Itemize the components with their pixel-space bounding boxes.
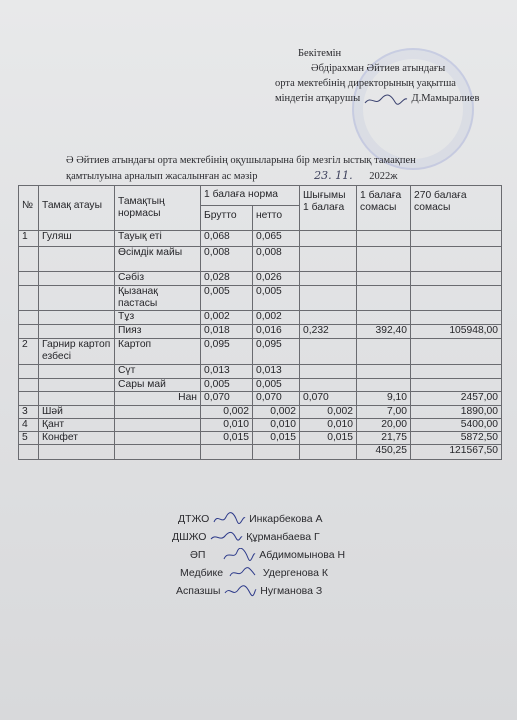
cell-dish: Гарнир картоп езбесі — [39, 339, 115, 365]
cell-gross — [201, 445, 253, 460]
cell-cost-270 — [411, 286, 502, 311]
signature-line — [176, 584, 322, 598]
header-norm-group: 1 балаға норма — [201, 186, 300, 206]
cell-spend — [300, 445, 357, 460]
cell-dish — [39, 311, 115, 325]
cell-spend — [300, 311, 357, 325]
cell-net: 0,026 — [253, 272, 300, 286]
signature-line — [180, 566, 328, 580]
cell-cost-one — [357, 231, 411, 247]
cell-dish — [39, 272, 115, 286]
signature-line — [178, 512, 322, 526]
menu-title-line1: Ә Әйтиев атындағы орта мектебінің оқушыларына бір мезгіл ыстық тамақпен — [66, 155, 416, 166]
cell-no: 3 — [19, 406, 39, 419]
cell-net: 0,095 — [253, 339, 300, 365]
approval-director-line: орта мектебінің директорының уақытша — [275, 78, 456, 89]
cell-gross: 0,005 — [201, 286, 253, 311]
cell-no — [19, 392, 39, 406]
cell-cost-one: 392,40 — [357, 325, 411, 339]
cell-net: 0,013 — [253, 365, 300, 379]
approval-heading: Бекітемін — [298, 48, 342, 59]
cell-gross: 0,008 — [201, 247, 253, 272]
cell-cost-one — [357, 365, 411, 379]
cell-dish: Гуляш — [39, 231, 115, 247]
cell-gross: 0,013 — [201, 365, 253, 379]
cell-dish — [39, 286, 115, 311]
handwritten-signature — [222, 548, 256, 562]
cell-spend — [300, 365, 357, 379]
cell-spend — [300, 247, 357, 272]
signature-name: Нугманова З — [260, 584, 323, 597]
cell-no — [19, 272, 39, 286]
cell-cost-270 — [411, 311, 502, 325]
cell-cost-one — [357, 379, 411, 392]
cell-spend: 0,015 — [300, 432, 357, 445]
cell-cost-270 — [411, 272, 502, 286]
cell-product: Өсімдік майы — [115, 247, 201, 272]
handwritten-signature — [212, 512, 246, 526]
cell-gross: 0,005 — [201, 379, 253, 392]
cell-spend — [300, 286, 357, 311]
header-cost-one: 1 балаға сомасы — [357, 186, 411, 231]
menu-title-line2 — [66, 168, 397, 184]
cell-dish — [39, 379, 115, 392]
cell-gross: 0,002 — [201, 311, 253, 325]
cell-product: Нан — [115, 392, 201, 406]
menu-table — [18, 185, 502, 460]
cell-dish — [39, 325, 115, 339]
cell-cost-270 — [411, 339, 502, 365]
signature-role: Аспазшы — [176, 584, 221, 597]
cell-product: Сүт — [115, 365, 201, 379]
table-row — [19, 379, 502, 392]
signature-role: ӘП — [190, 548, 206, 561]
cell-no: 5 — [19, 432, 39, 445]
table-row — [19, 392, 502, 406]
handwritten-date: 23. 11. — [314, 169, 353, 182]
total-cost-270: 121567,50 — [411, 445, 502, 460]
cell-cost-one: 9,10 — [357, 392, 411, 406]
cell-spend — [300, 339, 357, 365]
cell-cost-270: 5872,50 — [411, 432, 502, 445]
cell-dish — [39, 445, 115, 460]
cell-cost-270 — [411, 379, 502, 392]
cell-product: Тұз — [115, 311, 201, 325]
cell-net: 0,010 — [253, 419, 300, 432]
handwritten-signature — [223, 584, 257, 598]
cell-net: 0,002 — [253, 406, 300, 419]
cell-cost-one — [357, 247, 411, 272]
cell-dish — [39, 247, 115, 272]
cell-no — [19, 365, 39, 379]
cell-net: 0,015 — [253, 432, 300, 445]
header-norm-name: Тамақтың нормасы — [115, 186, 201, 231]
cell-gross: 0,010 — [201, 419, 253, 432]
table-row — [19, 419, 502, 432]
cell-dish: Шәй — [39, 406, 115, 419]
approval-acting-line — [275, 91, 479, 106]
signature-name: Құрманбаева Г — [246, 530, 320, 543]
cell-dish — [39, 365, 115, 379]
cell-no — [19, 247, 39, 272]
cell-no: 4 — [19, 419, 39, 432]
header-net: нетто — [253, 206, 300, 231]
table-row-total — [19, 445, 502, 460]
header-cost-270: 270 балаға сомасы — [411, 186, 502, 231]
director-signature — [363, 93, 409, 105]
total-cost-one: 450,25 — [357, 445, 411, 460]
table-row — [19, 247, 502, 272]
signature-name: Абдимомынова Н — [259, 548, 346, 561]
cell-cost-one — [357, 311, 411, 325]
cell-dish: Конфет — [39, 432, 115, 445]
cell-spend — [300, 231, 357, 247]
cell-spend — [300, 379, 357, 392]
cell-no — [19, 445, 39, 460]
approval-acting-label: міндетін атқарушы — [275, 93, 361, 104]
table-row — [19, 231, 502, 247]
menu-title-text: қамтылуына арналып жасалынған ас мәзір — [66, 171, 258, 182]
table-row — [19, 272, 502, 286]
cell-product: Тауық еті — [115, 231, 201, 247]
header-gross: Брутто — [201, 206, 253, 231]
approval-school-line: Әбдірахман Әйтиев атындағы — [311, 63, 446, 74]
cell-cost-one — [357, 272, 411, 286]
table-row — [19, 339, 502, 365]
menu-year: 2022ж — [369, 171, 398, 182]
director-name: Д.Мамыралиев — [411, 93, 480, 104]
signature-line — [172, 530, 320, 544]
cell-gross: 0,018 — [201, 325, 253, 339]
cell-net: 0,005 — [253, 379, 300, 392]
cell-cost-270: 2457,00 — [411, 392, 502, 406]
cell-no — [19, 286, 39, 311]
table-row — [19, 311, 502, 325]
cell-dish — [39, 392, 115, 406]
cell-gross: 0,068 — [201, 231, 253, 247]
cell-spend — [300, 272, 357, 286]
cell-spend: 0,010 — [300, 419, 357, 432]
header-spend: Шығымы 1 балаға — [300, 186, 357, 231]
signature-line — [190, 548, 345, 562]
cell-spend: 0,232 — [300, 325, 357, 339]
cell-net: 0,016 — [253, 325, 300, 339]
table-row — [19, 365, 502, 379]
signature-role: ДТЖО — [178, 512, 210, 525]
header-dish: Тамақ атауы — [39, 186, 115, 231]
cell-product — [115, 419, 201, 432]
cell-product: Пияз — [115, 325, 201, 339]
signature-role: ДШЖО — [172, 530, 207, 543]
cell-cost-one — [357, 286, 411, 311]
cell-cost-270: 105948,00 — [411, 325, 502, 339]
table-row — [19, 406, 502, 419]
cell-spend: 0,002 — [300, 406, 357, 419]
cell-spend: 0,070 — [300, 392, 357, 406]
table-row — [19, 286, 502, 311]
cell-no — [19, 311, 39, 325]
cell-net: 0,002 — [253, 311, 300, 325]
cell-product — [115, 432, 201, 445]
cell-product — [115, 406, 201, 419]
cell-cost-270 — [411, 365, 502, 379]
cell-no — [19, 379, 39, 392]
cell-no — [19, 325, 39, 339]
cell-net — [253, 445, 300, 460]
cell-net: 0,065 — [253, 231, 300, 247]
cell-gross: 0,028 — [201, 272, 253, 286]
cell-net: 0,008 — [253, 247, 300, 272]
cell-cost-one: 7,00 — [357, 406, 411, 419]
cell-gross: 0,070 — [201, 392, 253, 406]
cell-gross: 0,015 — [201, 432, 253, 445]
cell-product: Сәбіз — [115, 272, 201, 286]
cell-net: 0,070 — [253, 392, 300, 406]
cell-cost-270: 5400,00 — [411, 419, 502, 432]
cell-no: 2 — [19, 339, 39, 365]
cell-no: 1 — [19, 231, 39, 247]
cell-product — [115, 445, 201, 460]
cell-net: 0,005 — [253, 286, 300, 311]
signature-role: Медбике — [180, 566, 224, 579]
cell-cost-270 — [411, 247, 502, 272]
cell-product: Картоп — [115, 339, 201, 365]
signature-name: Удергенова К — [262, 566, 328, 579]
cell-cost-one — [357, 339, 411, 365]
table-row — [19, 432, 502, 445]
cell-cost-one: 21,75 — [357, 432, 411, 445]
cell-product: Қызанақ пастасы — [115, 286, 201, 311]
cell-product: Сары май — [115, 379, 201, 392]
cell-dish: Қант — [39, 419, 115, 432]
table-row — [19, 325, 502, 339]
cell-cost-270: 1890,00 — [411, 406, 502, 419]
signature-name: Инкарбекова А — [249, 512, 323, 525]
handwritten-signature — [209, 530, 243, 544]
header-no: № — [19, 186, 39, 231]
cell-cost-one: 20,00 — [357, 419, 411, 432]
cell-gross: 0,002 — [201, 406, 253, 419]
cell-gross: 0,095 — [201, 339, 253, 365]
cell-cost-270 — [411, 231, 502, 247]
handwritten-signature — [226, 566, 260, 580]
